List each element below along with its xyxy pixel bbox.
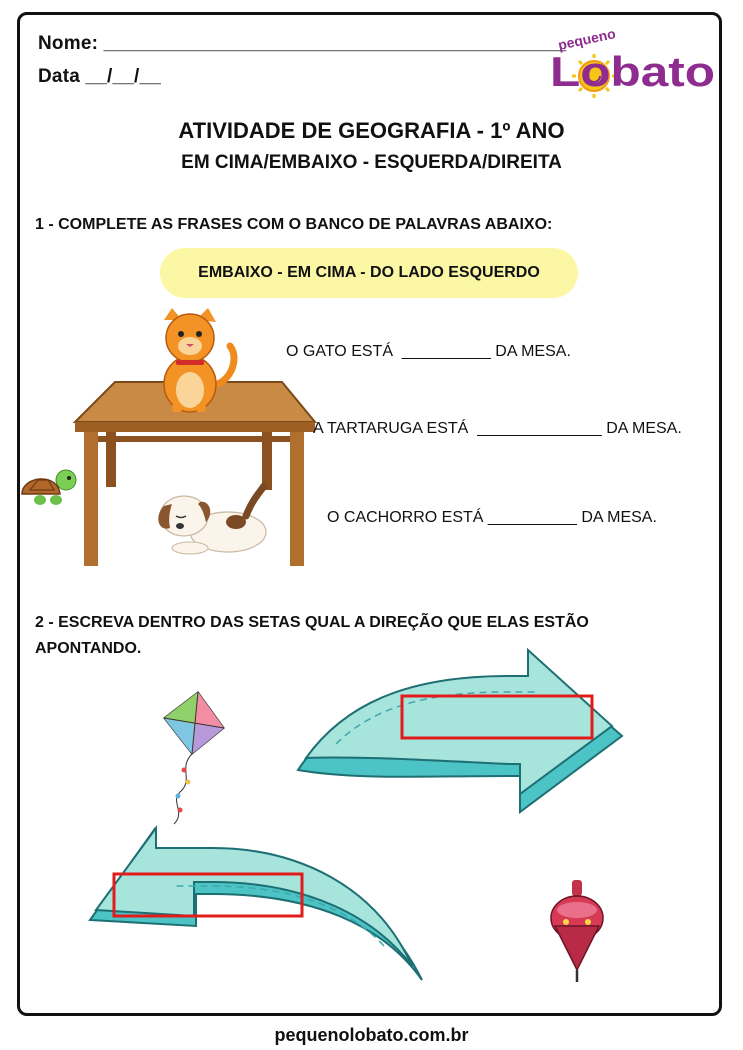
question-1-prompt: 1 - COMPLETE AS FRASES COM O BANCO DE PALAVRAS ABAIXO: bbox=[35, 216, 553, 233]
page-title: ATIVIDADE DE GEOGRAFIA - 1º ANO bbox=[178, 118, 565, 143]
sentence-turtle: A TARTARUGA ESTÁ ______________ DA MESA. bbox=[313, 420, 682, 437]
date-field[interactable]: Data __/__/__ bbox=[38, 66, 162, 87]
cat-icon bbox=[150, 306, 240, 414]
sentence-dog: O CACHORRO ESTÁ __________ DA MESA. bbox=[327, 509, 657, 526]
page-subtitle: EM CIMA/EMBAIXO - ESQUERDA/DIREITA bbox=[181, 152, 562, 173]
arrow-left-icon bbox=[84, 826, 424, 990]
logo-main-word: Lobato bbox=[550, 48, 715, 95]
logo bbox=[548, 24, 723, 104]
word-bank bbox=[160, 248, 578, 298]
turtle-icon bbox=[18, 464, 78, 508]
dog-icon bbox=[150, 476, 272, 556]
sentence-cat: O GATO ESTÁ __________ DA MESA. bbox=[286, 343, 571, 360]
logo-top-word: pequeno bbox=[556, 25, 617, 54]
word-bank-text: EMBAIXO - EM CIMA - DO LADO ESQUERDO bbox=[198, 264, 540, 281]
footer-website[interactable]: pequenolobato.com.br bbox=[274, 1025, 469, 1045]
question-2-prompt-line-2: APONTANDO. bbox=[35, 640, 142, 657]
spinning-top-icon bbox=[546, 878, 608, 984]
arrow-right-icon bbox=[296, 652, 626, 812]
question-2-prompt-line-1: 2 - ESCREVA DENTRO DAS SETAS QUAL A DIREÇÃO QUE ELAS ESTÃO bbox=[35, 614, 589, 631]
name-field[interactable]: Nome: ___________________________________________ bbox=[38, 33, 567, 54]
kite-icon bbox=[158, 688, 230, 828]
